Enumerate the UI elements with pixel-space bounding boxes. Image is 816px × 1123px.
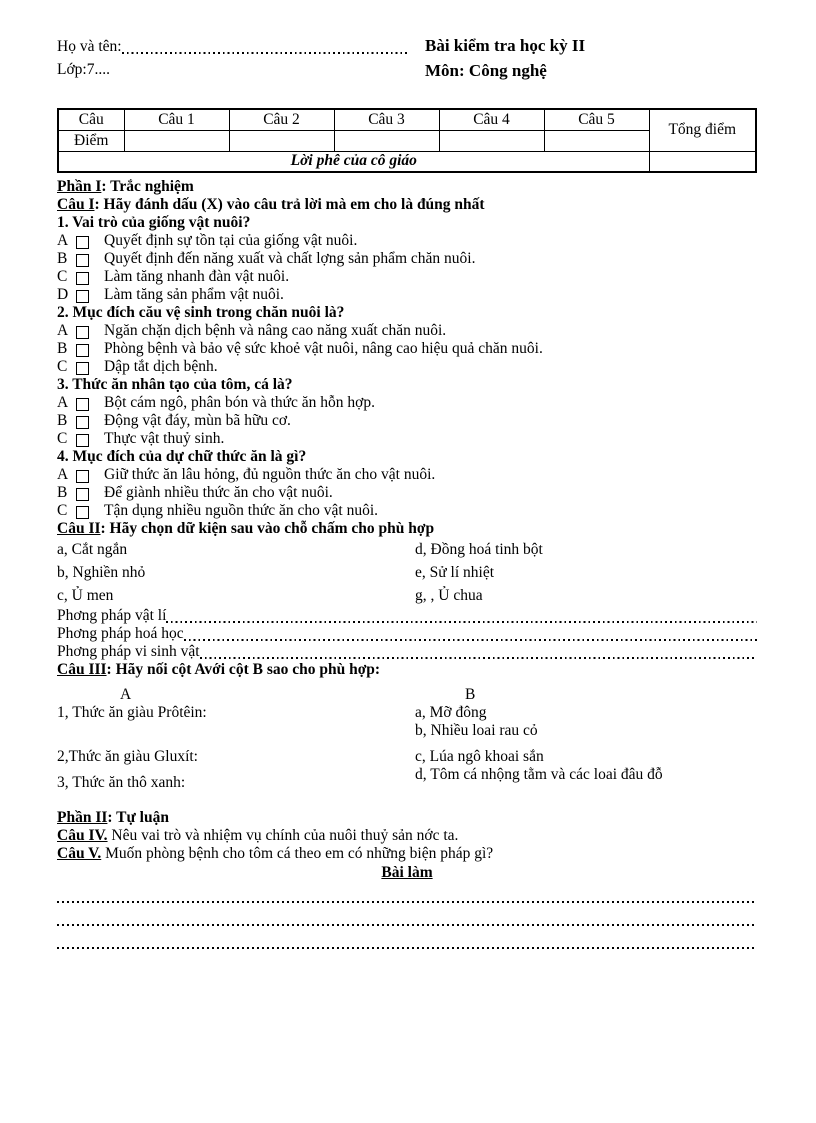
fill-line-chemistry: Phơng pháp hoá học <box>57 625 757 643</box>
fill-line-microbio: Phơng pháp vi sinh vật <box>57 643 757 661</box>
checkbox[interactable] <box>76 488 89 501</box>
fill-line-physics: Phơng pháp vật lí <box>57 607 757 625</box>
answer-line[interactable] <box>57 901 757 904</box>
part1 <box>57 178 757 792</box>
score-row-label: Điểm <box>58 130 124 151</box>
checkbox[interactable] <box>76 272 89 285</box>
question-2-title: 2. Mục đích cău vệ sinh trong chăn nuôi là? <box>57 304 345 321</box>
q2-option-b: B Phòng bệnh và bảo vệ sức khoẻ vật nuôi, nâng cao hiệu quả chăn nuôi. <box>57 340 543 357</box>
q4-option-c: C Tận dụng nhiều nguồn thức ăn cho vật nuôi. <box>57 502 378 519</box>
score-cell-2 <box>229 130 334 151</box>
exam-title: Bài kiểm tra học kỳ II <box>425 36 586 55</box>
match-b-b: b, Nhiều loai rau cỏ <box>415 721 538 739</box>
answer-line[interactable] <box>57 947 757 950</box>
q1-option-a: A Quyết định sự tồn tại của giống vật nuôi. <box>57 232 358 249</box>
cau3-heading: Câu III: Hãy nối cột Avới cột B sao cho phù hợp: <box>57 661 381 678</box>
checkbox[interactable] <box>76 254 89 267</box>
answer-fill-line[interactable] <box>184 637 757 641</box>
cau2-right-d: d, Đồng hoá tinh bột <box>415 541 543 558</box>
answer-line[interactable] <box>57 924 757 927</box>
class-line: Lớp:7.... <box>57 61 110 78</box>
part1-heading: Phần I: Trắc nghiệm <box>57 178 194 195</box>
checkbox[interactable] <box>76 290 89 303</box>
cau4-question: Câu IV. Nêu vai trò và nhiệm vụ chính của nuôi thuỷ sản nớc ta. <box>57 826 459 844</box>
total-score-header: Tổng điểm <box>649 109 756 151</box>
cau5-question: Câu V. Muốn phòng bệnh cho tôm cá theo em có những biện pháp gì? <box>57 844 494 862</box>
score-header-cau3: Câu 3 <box>334 109 439 130</box>
checkbox[interactable] <box>76 362 89 375</box>
total-score-cell <box>649 151 756 172</box>
q3-option-a: A Bột cám ngô, phân bón và thức ăn hỗn hợp. <box>57 394 376 411</box>
q3-option-c: C Thực vật thuỷ sinh. <box>57 430 225 447</box>
column-b-header: B <box>465 686 476 703</box>
checkbox[interactable] <box>76 326 89 339</box>
checkbox[interactable] <box>76 470 89 483</box>
score-cell-4 <box>439 130 544 151</box>
match-column-a <box>57 704 415 792</box>
cau2-left-a: a, Cắt ngắn <box>57 541 128 558</box>
score-cell-1 <box>124 130 229 151</box>
match-table <box>57 686 757 792</box>
score-table <box>57 108 757 173</box>
q1-option-d: D Làm tăng sản phẩm vật nuôi. <box>57 286 284 303</box>
teacher-comment-area: Lời phê của cô giáo <box>58 151 649 172</box>
match-a-3: 3, Thức ăn thô xanh: <box>57 774 186 791</box>
checkbox[interactable] <box>76 506 89 519</box>
q2-option-a: A Ngăn chặn dịch bệnh và nâng cao năng xuất chăn nuôi. <box>57 322 447 339</box>
checkbox[interactable] <box>76 434 89 447</box>
match-column-b <box>415 704 757 792</box>
cau2-left-b: b, Nghiền nhỏ <box>57 564 146 581</box>
score-header-cau1: Câu 1 <box>124 109 229 130</box>
q4-option-b: B Để giành nhiều thức ăn cho vật nuôi. <box>57 484 333 501</box>
header <box>57 36 757 81</box>
part2-heading: Phần II: Tự luận <box>57 808 169 826</box>
part2 <box>57 809 757 950</box>
score-header-cau4: Câu 4 <box>439 109 544 130</box>
subject-line: Môn: Công nghệ <box>425 61 547 80</box>
checkbox[interactable] <box>76 236 89 249</box>
q4-option-a: A Giữ thức ăn lâu hỏng, đủ nguồn thức ăn cho vật nuôi. <box>57 466 436 483</box>
bailam-heading: Bài làm <box>381 863 433 881</box>
checkbox[interactable] <box>76 398 89 411</box>
name-fill-line[interactable] <box>122 50 407 54</box>
answer-fill-line[interactable] <box>200 655 757 659</box>
cau2-left-c: c, Ủ men <box>57 587 114 604</box>
score-header-cau: Câu <box>58 109 124 130</box>
score-header-cau2: Câu 2 <box>229 109 334 130</box>
match-b-a: a, Mỡ đông <box>415 704 487 721</box>
q1-option-b: B Quyết định đến năng xuất và chất lợng sản phẩm chăn nuôi. <box>57 250 476 267</box>
score-header-cau5: Câu 5 <box>544 109 649 130</box>
match-a-2: 2,Thức ăn giàu Gluxít: <box>57 747 198 765</box>
score-cell-5 <box>544 130 649 151</box>
q3-option-b: B Động vật đáy, mùn bã hữu cơ. <box>57 412 291 429</box>
checkbox[interactable] <box>76 344 89 357</box>
answer-fill-line[interactable] <box>166 619 757 623</box>
score-cell-3 <box>334 130 439 151</box>
name-line <box>57 36 425 56</box>
question-4-title: 4. Mục đích của dự chữ thức ăn là gì? <box>57 448 307 465</box>
cau2-right-g: g, , Ủ chua <box>415 587 483 604</box>
cau2-options <box>57 538 757 607</box>
q2-option-c: C Dập tắt dịch bệnh. <box>57 358 218 375</box>
match-b-c: c, Lúa ngô khoai sắn <box>415 748 544 765</box>
question-3-title: 3. Thức ăn nhân tạo của tôm, cá là? <box>57 376 293 393</box>
checkbox[interactable] <box>76 416 89 429</box>
match-a-1: 1, Thức ăn giàu Prôtêin: <box>57 704 207 721</box>
question-1-title: 1. Vai trò của giống vật nuôi? <box>57 214 251 231</box>
q1-option-c: C Làm tăng nhanh đàn vật nuôi. <box>57 268 290 285</box>
cau2-heading: Câu II: Hãy chọn dữ kiện sau vào chỗ chấm cho phù hợp <box>57 520 435 537</box>
cau1-heading: Câu I: Hãy đánh dấu (X) vào câu trả lời mà em cho là đúng nhất <box>57 196 485 213</box>
column-a-header: A <box>120 686 132 703</box>
cau2-right-e: e, Sử lí nhiệt <box>415 564 495 581</box>
match-b-d: d, Tôm cá nhộng tằm và các loai đâu đỗ <box>415 765 663 783</box>
name-label: Họ và tên: <box>57 38 122 55</box>
